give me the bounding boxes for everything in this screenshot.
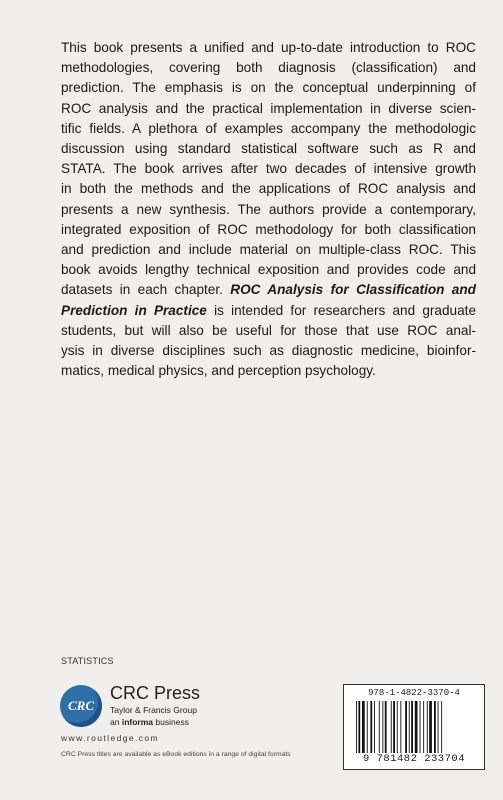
publisher-logo bbox=[60, 683, 260, 739]
description-line: prediction. The emphasis is on the conceptual underpinning of bbox=[61, 80, 476, 96]
description-line: This book presents a unified and up-to-date introduction to ROC bbox=[61, 40, 476, 55]
isbn-digits: 9 781482 233704 bbox=[344, 753, 484, 765]
publisher-website: www.routledge.com bbox=[61, 733, 159, 743]
barcode-icon bbox=[354, 701, 474, 755]
isbn-text: 978-1-4822-3370-4 bbox=[368, 688, 460, 698]
description-line: matics, medical physics, and perception psychology. bbox=[61, 363, 376, 379]
description-line: students, but will also be useful for those that use ROC anal- bbox=[61, 322, 476, 338]
description-line: ysis in diverse disciplines such as diagnostic medicine, bioinfor- bbox=[61, 343, 476, 359]
description-line: integrated exposition of ROC methodology for both classification bbox=[61, 221, 476, 237]
description-line: ROC analysis and the practical implementation in diverse scien- bbox=[61, 100, 476, 116]
publisher-name: CRC Press bbox=[110, 683, 201, 703]
description-line: Prediction in Practice is intended for researchers and graduate bbox=[61, 302, 477, 318]
description-line: methodologies, covering both diagnosis (classification) and bbox=[61, 60, 476, 76]
book-title-inline: ROC Analysis for Classification and bbox=[230, 282, 476, 298]
crc-logo-icon: CRC bbox=[60, 685, 102, 727]
description-line: tific fields. A plethora of examples accompany the methodologic bbox=[61, 120, 476, 136]
category-label: STATISTICS bbox=[61, 656, 114, 666]
ebook-footnote: CRC Press titles are available as eBook editions in a range of digital formats bbox=[61, 751, 291, 758]
description-line: book avoids lengthy technical exposition and provides code and bbox=[61, 262, 476, 278]
publisher-business: an informa business bbox=[110, 717, 189, 727]
description-line: presents a new synthesis. The authors provide a contemporary, bbox=[61, 201, 476, 217]
book-title-inline: Prediction in Practice bbox=[61, 302, 207, 318]
isbn-barcode bbox=[343, 684, 485, 770]
description-line: in both the methods and the applications of ROC analysis and bbox=[61, 181, 476, 197]
description-line: datasets in each chapter. ROC Analysis for Classification and bbox=[61, 282, 476, 298]
back-cover-description bbox=[61, 38, 476, 381]
description-line: discussion using standard statistical software such as R and bbox=[61, 141, 476, 157]
description-line: and prediction and include material on multiple-class ROC. This bbox=[61, 242, 476, 258]
publisher-group: Taylor & Francis Group bbox=[110, 705, 197, 715]
description-line: STATA. The book arrives after two decades of intensive growth bbox=[61, 161, 476, 177]
